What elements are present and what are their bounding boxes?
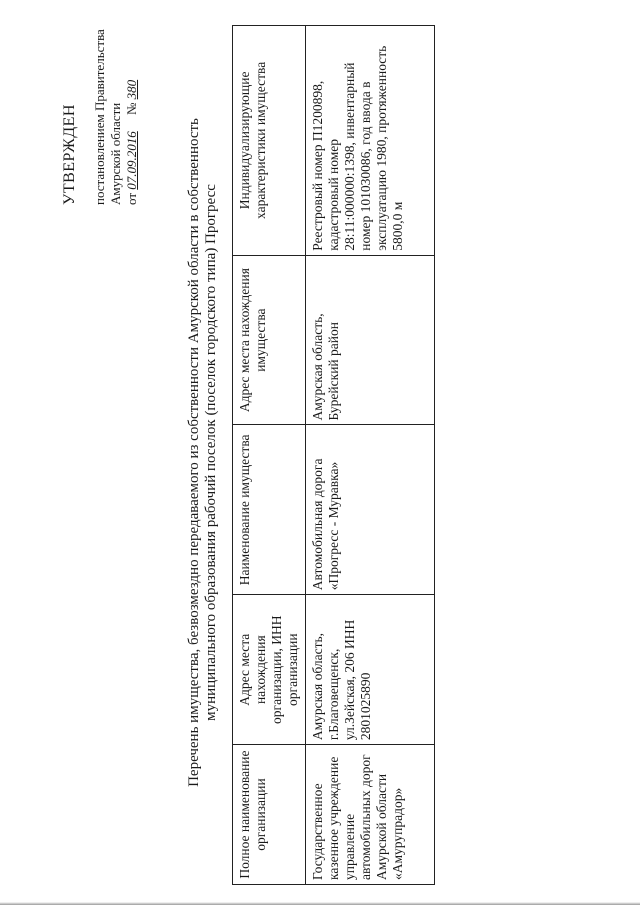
- header-property-address: Адрес места нахождения имущества: [233, 255, 306, 425]
- approval-from-label: от: [124, 192, 139, 205]
- document-title-line-2: муниципального образования рабочий поселок (поселок городского типа) Прогресс: [203, 184, 219, 721]
- header-characteristics: Индивидуализирующие характеристики имущества: [233, 26, 306, 256]
- approval-line-2: Амурской области: [108, 102, 123, 205]
- property-table: [232, 25, 435, 885]
- approval-block: [62, 25, 140, 205]
- cell-org-name: Государственное казенное учреждение управление автомобильных дорог Амурской области «Амурупрадор»: [306, 745, 435, 885]
- cell-org-address: Амурская область, г.Благовещенск, ул.Зейская, 206 ИНН 2801025890: [306, 595, 435, 745]
- cell-property-name: Автомобильная дорога «Прогресс - Муравка»: [306, 425, 435, 595]
- table-header-row: [233, 26, 306, 885]
- table-row: [306, 26, 435, 885]
- approval-date-number: [124, 25, 140, 205]
- document-title: [186, 0, 220, 905]
- cell-characteristics: Реестровый номер П1200898, кадастровый номер 28:11:000000:1398, инвентарный номер 101030086, год ввода в эксплуатацию 1980, протяженность 5800,0 м: [306, 26, 435, 256]
- cell-property-address: Амурская область, Бурейский район: [306, 255, 435, 425]
- approval-heading: УТВЕРЖДЕН: [61, 104, 78, 205]
- approval-line-1: постановлением Правительства: [92, 29, 107, 205]
- approval-number-label: №: [124, 102, 139, 115]
- approval-number: 380: [124, 79, 139, 100]
- header-org-address: Адрес места нахождения организации, ИНН организации: [233, 595, 306, 745]
- header-property-name: Наименование имущества: [233, 425, 306, 595]
- approval-date: 07.09.2016: [124, 131, 139, 190]
- document-title-line-1: Перечень имущества, безвозмездно передаваемого из собственности Амурской области в собственность: [186, 118, 202, 787]
- header-org-name: Полное наименование организации: [233, 745, 306, 885]
